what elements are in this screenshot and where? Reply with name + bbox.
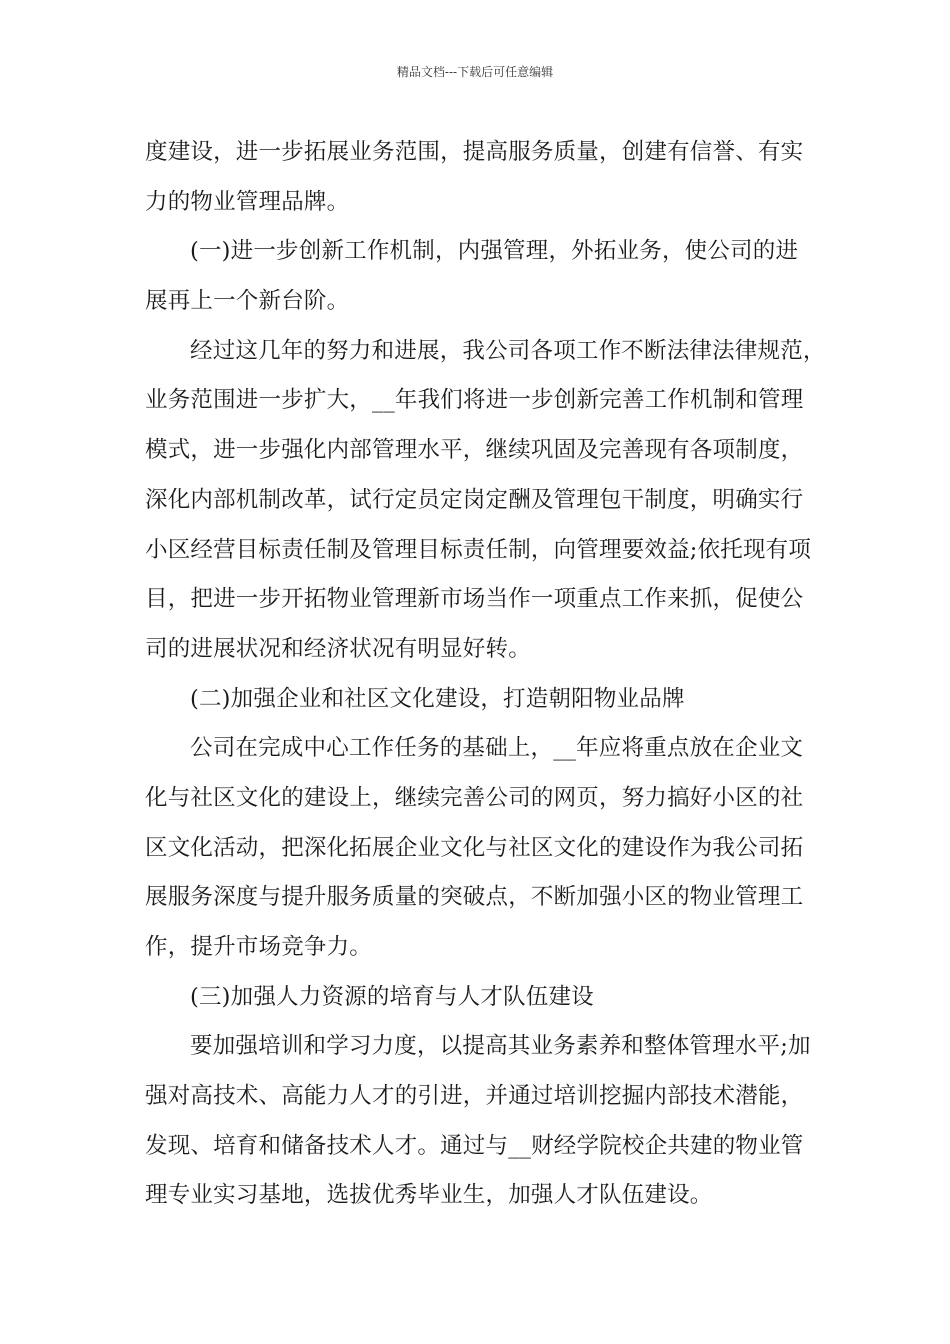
text-line: 目，把进一步开拓物业管理新市场当作一项重点工作来抓，促使公 [145, 586, 804, 613]
text-line: 要加强培训和学习力度，以提高其业务素养和整体管理水平;加 [190, 1033, 811, 1060]
text-line: 公司在完成中心工作任务的基础上，__年应将重点放在企业文 [190, 735, 804, 762]
text-line: 经过这几年的努力和进展，我公司各项工作不断法律法律规范， [190, 337, 826, 364]
text-line: 小区经营目标责任制及管理目标责任制，向管理要效益;依托现有项 [145, 536, 812, 563]
page-header: 精品文档---下载后可任意编辑 [396, 65, 554, 79]
text-line: (三)加强人力资源的培育与人才队伍建设 [190, 983, 594, 1010]
text-line: 发现、培育和储备技术人才。通过与__财经学院校企共建的物业管 [145, 1132, 804, 1159]
text-line: 度建设，进一步拓展业务范围，提高服务质量，创建有信誉、有实 [145, 139, 804, 165]
text-line: 理专业实习基地，选拔优秀毕业生，加强人才队伍建设。 [145, 1182, 713, 1209]
text-line: 作，提升市场竞争力。 [145, 934, 373, 960]
text-line: (一)进一步创新工作机制，内强管理，外拓业务，使公司的进 [190, 238, 799, 265]
text-line: 力的物业管理品牌。 [145, 188, 350, 215]
text-line: 强对高技术、高能力人才的引进，并通过培训挖掘内部技术潜能， [145, 1083, 804, 1110]
document-body [145, 128, 826, 1221]
text-line: 业务范围进一步扩大，__年我们将进一步创新完善工作机制和管理 [145, 387, 804, 414]
text-line: 化与社区文化的建设上，继续完善公司的网页，努力搞好小区的社 [145, 784, 804, 811]
text-line: 区文化活动，把深化拓展企业文化与社区文化的建设作为我公司拓 [145, 834, 804, 861]
text-line: 模式，进一步强化内部管理水平，继续巩固及完善现有各项制度， [145, 437, 804, 464]
text-line: 展服务深度与提升服务质量的突破点，不断加强小区的物业管理工 [145, 884, 804, 911]
text-line: 展再上一个新台阶。 [145, 288, 350, 315]
text-line: 深化内部机制改革，试行定员定岗定酬及管理包干制度，明确实行 [145, 486, 804, 513]
text-line: 司的进展状况和经济状况有明显好转。 [145, 635, 531, 662]
text-line: (二)加强企业和社区文化建设，打造朝阳物业品牌 [190, 685, 685, 712]
